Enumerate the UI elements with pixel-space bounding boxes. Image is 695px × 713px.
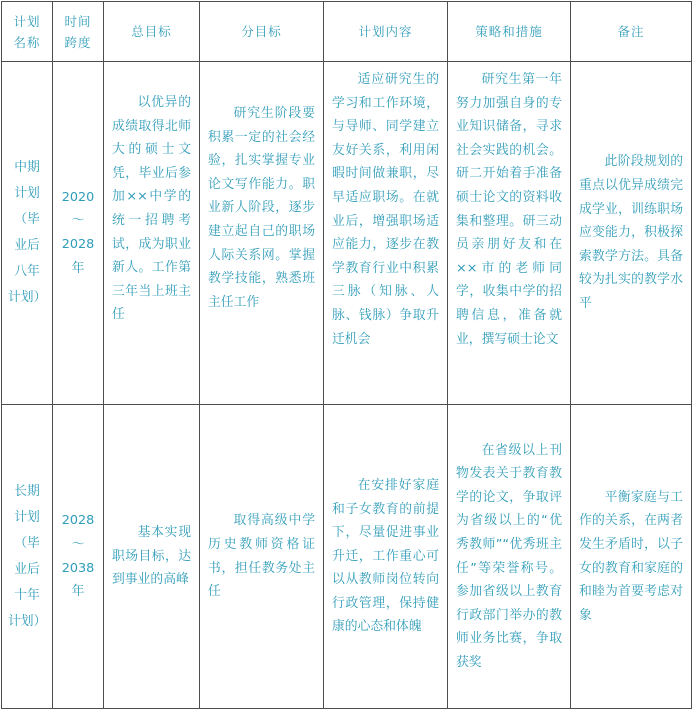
mid-term-content: 适应研究生的学习和工作环境，与导师、同学建立友好关系，利用闲暇时间做兼职，尽早适应职场。在就业后，增强职场适应能力，逐步在教学教育行业中积累三脉（知脉、人脉、钱脉）争取升迁机会	[332, 72, 439, 347]
mid-term-strategy: 研究生第一年努力加强自身的专业知识储备，寻求社会实践的机会。研二开始着手准备硕士论文的资料收集和整理。研三动员亲朋好友和在××市的老师同学，收集中学的招聘信息，准备就业，撰写硕士论文	[456, 72, 562, 347]
mid-term-strategy-cell	[448, 62, 571, 405]
long-term-content-cell	[324, 405, 448, 709]
header-sub-goal: 分目标	[200, 2, 324, 62]
long-term-overall-goal-cell	[104, 405, 200, 709]
long-term-name: 长期计划（毕业后十年计划）	[8, 483, 47, 629]
mid-term-sub-goal: 研究生阶段要积累一定的社会经验，扎实掌握专业论文写作能力。职业新人阶段，逐步建立起自己的职场人际关系网。掌握教学技能，熟悉班主任工作	[208, 106, 315, 310]
long-term-note: 平衡家庭与工作的关系，在两者发生矛盾时，以子女的教育和家庭的和睦为首要考虑对象	[579, 489, 683, 623]
long-term-name-cell	[2, 405, 53, 709]
mid-term-name-cell	[2, 62, 53, 405]
long-term-sub-goal: 取得高级中学历史教师资格证书，担任教务处主任	[208, 513, 315, 600]
header-note: 备注	[571, 2, 692, 62]
mid-term-overall-goal-cell	[104, 62, 200, 405]
mid-term-note: 此阶段规划的重点以优异成绩完成学业，训练职场应变能力，积极探索教学方法。具备较为扎实的教学水平	[579, 154, 683, 311]
table-row-mid-term	[2, 62, 692, 405]
mid-term-span: 2020～2028年	[61, 189, 95, 276]
long-term-span: 2028～2038年	[61, 513, 95, 600]
header-plan-content: 计划内容	[324, 2, 448, 62]
table-row-long-term	[2, 405, 692, 709]
mid-term-span-cell	[53, 62, 104, 405]
header-overall-goal: 总目标	[104, 2, 200, 62]
long-term-strategy: 在省级以上刊物发表关于教育教学的论文，争取评为省级以上的“优秀教师”“优秀班主任”等荣誉称号。参加省级以上教育行政部门举办的教师业务比赛，争取获奖	[456, 442, 562, 670]
long-term-content: 在安排好家庭和子女教育的前提下，尽量促进事业升迁，工作重心可以从教师岗位转向行政管理，保持健康的心态和体魄	[332, 477, 439, 635]
mid-term-name: 中期计划（毕业后八年计划）	[8, 160, 47, 305]
mid-term-note-cell	[571, 62, 692, 405]
header-time-span: 时间跨度	[53, 2, 104, 62]
mid-term-content-cell	[324, 62, 448, 405]
header-row	[2, 2, 692, 62]
mid-term-overall-goal: 以优异的成绩取得北师大的硕士文凭，毕业后参加××中学的统一招聘考试，成为职业新人。工作第三年当上班主任	[112, 95, 191, 323]
header-plan-name: 计划名称	[2, 2, 53, 62]
header-strategy: 策略和措施	[448, 2, 571, 62]
long-term-strategy-cell	[448, 405, 571, 709]
long-term-overall-goal: 基本实现职场目标，达到事业的高峰	[112, 525, 191, 588]
long-term-note-cell	[571, 405, 692, 709]
long-term-span-cell	[53, 405, 104, 709]
career-plan-table	[1, 1, 692, 709]
mid-term-sub-goal-cell	[200, 62, 324, 405]
long-term-sub-goal-cell	[200, 405, 324, 709]
